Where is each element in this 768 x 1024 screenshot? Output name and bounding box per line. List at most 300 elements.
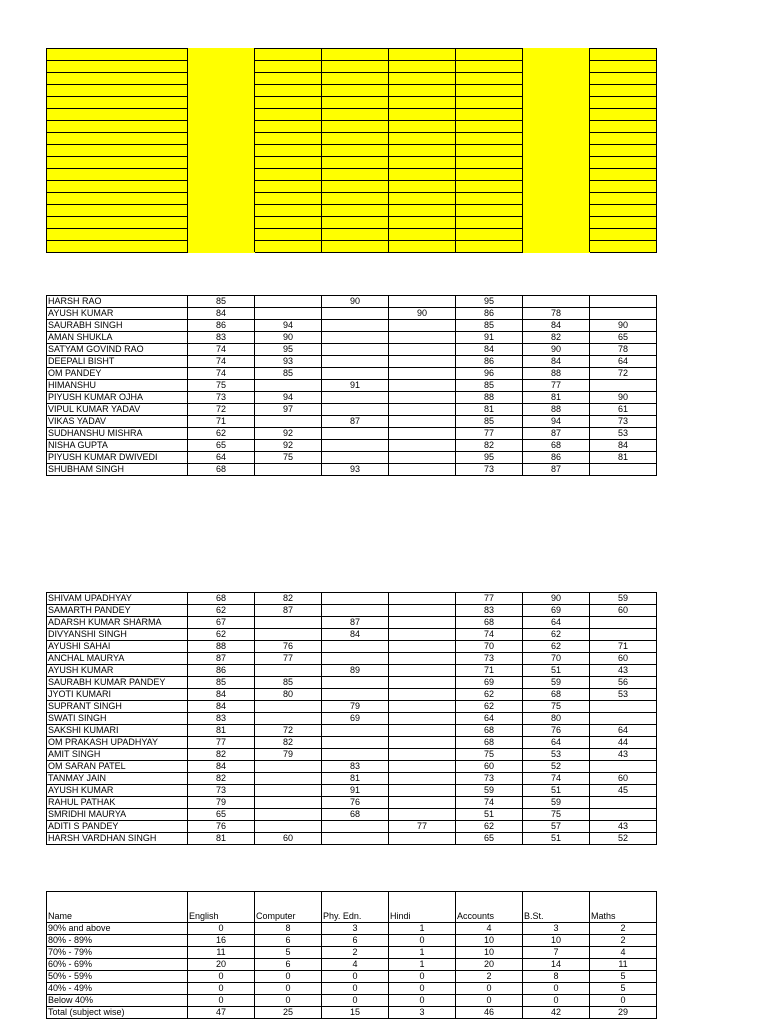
marks-cell xyxy=(590,296,657,308)
marks-cell xyxy=(322,641,389,653)
table-row xyxy=(47,797,657,809)
yellow-cell xyxy=(456,145,523,157)
marks-cell xyxy=(389,380,456,392)
marks-cell xyxy=(322,725,389,737)
yellow-cell xyxy=(590,73,657,85)
marks-cell: 89 xyxy=(322,665,389,677)
marks-cell: 76 xyxy=(188,821,255,833)
marks-cell: 60 xyxy=(590,605,657,617)
yellow-row xyxy=(47,97,657,109)
table-row xyxy=(47,713,657,725)
summary-row xyxy=(47,1007,657,1019)
yellow-cell xyxy=(590,85,657,97)
yellow-cell xyxy=(389,73,456,85)
table-row xyxy=(47,833,657,845)
marks-cell xyxy=(389,452,456,464)
marks-cell: 84 xyxy=(188,761,255,773)
yellow-cell xyxy=(590,241,657,253)
student-name-cell: SAURABH KUMAR PANDEY xyxy=(47,677,188,689)
yellow-cell xyxy=(590,169,657,181)
count-cell: 16 xyxy=(188,935,255,947)
yellow-cell xyxy=(389,145,456,157)
marks-cell: 44 xyxy=(590,737,657,749)
marks-cell: 91 xyxy=(322,380,389,392)
yellow-cell xyxy=(389,133,456,145)
marks-cell xyxy=(255,416,322,428)
student-name-cell: AMIT SINGH xyxy=(47,749,188,761)
marks-cell xyxy=(590,701,657,713)
count-cell: 0 xyxy=(322,983,389,995)
marks-cell: 73 xyxy=(456,773,523,785)
yellow-cell xyxy=(456,205,523,217)
yellow-cell xyxy=(389,205,456,217)
marks-cell: 84 xyxy=(523,320,590,332)
table-row xyxy=(47,701,657,713)
marks-cell: 86 xyxy=(456,356,523,368)
count-cell: 0 xyxy=(322,995,389,1007)
yellow-cell xyxy=(456,97,523,109)
marks-cell: 76 xyxy=(255,641,322,653)
yellow-cell xyxy=(389,169,456,181)
marks-cell xyxy=(389,785,456,797)
count-cell: 2 xyxy=(590,935,657,947)
yellow-cell xyxy=(188,169,255,181)
student-name-cell: JYOTI KUMARI xyxy=(47,689,188,701)
marks-cell xyxy=(255,464,322,476)
yellow-cell xyxy=(188,193,255,205)
marks-cell: 56 xyxy=(590,677,657,689)
yellow-cell xyxy=(255,61,322,73)
marks-cell: 84 xyxy=(188,701,255,713)
yellow-cell xyxy=(322,73,389,85)
marks-cell: 64 xyxy=(590,725,657,737)
marks-cell: 85 xyxy=(255,368,322,380)
marks-cell: 94 xyxy=(523,416,590,428)
marks-cell xyxy=(389,737,456,749)
marks-cell: 74 xyxy=(456,797,523,809)
count-cell: 0 xyxy=(456,983,523,995)
count-cell: 10 xyxy=(523,935,590,947)
marks-cell: 70 xyxy=(456,641,523,653)
student-name-cell: DIVYANSHI SINGH xyxy=(47,629,188,641)
count-cell: 1 xyxy=(389,959,456,971)
yellow-cell xyxy=(255,133,322,145)
yellow-cell xyxy=(389,121,456,133)
marks-cell: 60 xyxy=(456,761,523,773)
marks-cell: 81 xyxy=(590,452,657,464)
summary-header-cell: Accounts xyxy=(456,892,523,923)
yellow-cell xyxy=(523,97,590,109)
yellow-cell xyxy=(389,181,456,193)
count-cell: 0 xyxy=(590,995,657,1007)
yellow-cell xyxy=(590,97,657,109)
yellow-row xyxy=(47,157,657,169)
marks-cell xyxy=(389,320,456,332)
marks-cell: 70 xyxy=(523,653,590,665)
table-row xyxy=(47,593,657,605)
marks-cell: 78 xyxy=(590,344,657,356)
student-name-cell: HARSH RAO xyxy=(47,296,188,308)
marks-cell: 79 xyxy=(255,749,322,761)
summary-header-cell: English xyxy=(188,892,255,923)
yellow-cell xyxy=(456,109,523,121)
count-cell: 5 xyxy=(590,983,657,995)
marks-cell: 74 xyxy=(456,629,523,641)
yellow-cell xyxy=(523,169,590,181)
yellow-cell xyxy=(322,241,389,253)
count-cell: 3 xyxy=(523,923,590,935)
student-name-cell: AYUSH KUMAR xyxy=(47,785,188,797)
yellow-cell xyxy=(590,109,657,121)
student-name-cell: ADITI S PANDEY xyxy=(47,821,188,833)
student-name-cell: SAKSHI KUMARI xyxy=(47,725,188,737)
yellow-cell xyxy=(188,181,255,193)
marks-cell: 68 xyxy=(523,440,590,452)
marks-cell: 59 xyxy=(456,785,523,797)
marks-cell xyxy=(389,773,456,785)
table-row xyxy=(47,809,657,821)
yellow-row xyxy=(47,169,657,181)
marks-cell xyxy=(389,665,456,677)
student-name-cell: NISHA GUPTA xyxy=(47,440,188,452)
marks-cell xyxy=(389,332,456,344)
marks-cell: 43 xyxy=(590,665,657,677)
summary-header-cell: Name xyxy=(47,892,188,923)
marks-cell xyxy=(255,761,322,773)
count-cell: 6 xyxy=(255,959,322,971)
yellow-cell xyxy=(523,133,590,145)
marks-cell: 87 xyxy=(188,653,255,665)
summary-row xyxy=(47,983,657,995)
count-cell: 5 xyxy=(590,971,657,983)
range-label-cell: Below 40% xyxy=(47,995,188,1007)
student-name-cell: AMAN SHUKLA xyxy=(47,332,188,344)
yellow-cell xyxy=(456,85,523,97)
yellow-row xyxy=(47,193,657,205)
yellow-cell xyxy=(322,169,389,181)
table-row xyxy=(47,785,657,797)
yellow-cell xyxy=(255,145,322,157)
marks-cell: 53 xyxy=(523,749,590,761)
marks-cell: 90 xyxy=(255,332,322,344)
marks-cell: 84 xyxy=(188,308,255,320)
yellow-row xyxy=(47,121,657,133)
yellow-cell xyxy=(322,109,389,121)
student-name-cell: VIPUL KUMAR YADAV xyxy=(47,404,188,416)
summary-header-row xyxy=(47,892,657,923)
summary-row xyxy=(47,935,657,947)
marks-cell xyxy=(389,356,456,368)
marks-cell xyxy=(255,785,322,797)
marks-cell xyxy=(389,464,456,476)
yellow-row xyxy=(47,241,657,253)
marks-cell: 90 xyxy=(389,308,456,320)
yellow-cell xyxy=(188,97,255,109)
marks-cell xyxy=(255,617,322,629)
marks-cell xyxy=(389,404,456,416)
marks-table-1 xyxy=(46,295,657,476)
marks-cell: 81 xyxy=(322,773,389,785)
marks-cell: 74 xyxy=(188,368,255,380)
marks-cell: 72 xyxy=(188,404,255,416)
summary-header-cell: Computer xyxy=(255,892,322,923)
yellow-cell xyxy=(456,193,523,205)
marks-cell xyxy=(590,809,657,821)
marks-cell: 84 xyxy=(322,629,389,641)
marks-cell: 60 xyxy=(255,833,322,845)
marks-cell xyxy=(590,629,657,641)
marks-cell: 77 xyxy=(188,737,255,749)
yellow-cell xyxy=(188,157,255,169)
marks-cell: 65 xyxy=(188,440,255,452)
student-name-cell: OM PANDEY xyxy=(47,368,188,380)
yellow-cell xyxy=(255,49,322,61)
yellow-row xyxy=(47,181,657,193)
marks-cell: 59 xyxy=(523,797,590,809)
marks-cell: 82 xyxy=(255,593,322,605)
marks-cell: 86 xyxy=(523,452,590,464)
marks-cell: 77 xyxy=(456,428,523,440)
marks-cell: 85 xyxy=(456,416,523,428)
yellow-cell xyxy=(523,61,590,73)
marks-cell: 60 xyxy=(590,653,657,665)
count-cell: 4 xyxy=(590,947,657,959)
marks-cell: 64 xyxy=(523,737,590,749)
marks-cell: 64 xyxy=(523,617,590,629)
table-row xyxy=(47,641,657,653)
count-cell: 25 xyxy=(255,1007,322,1019)
marks-cell: 59 xyxy=(523,677,590,689)
range-label-cell: 40% - 49% xyxy=(47,983,188,995)
count-cell: 0 xyxy=(389,995,456,1007)
marks-cell xyxy=(322,320,389,332)
marks-cell xyxy=(590,308,657,320)
marks-table-2 xyxy=(46,592,657,845)
marks-cell: 88 xyxy=(456,392,523,404)
yellow-cell xyxy=(389,49,456,61)
count-cell: 42 xyxy=(523,1007,590,1019)
table-row xyxy=(47,761,657,773)
count-cell: 47 xyxy=(188,1007,255,1019)
marks-cell xyxy=(322,452,389,464)
yellow-cell xyxy=(188,121,255,133)
yellow-cell xyxy=(322,157,389,169)
marks-cell: 77 xyxy=(456,593,523,605)
marks-cell: 91 xyxy=(456,332,523,344)
marks-cell: 82 xyxy=(188,773,255,785)
count-cell: 2 xyxy=(322,947,389,959)
table-row xyxy=(47,320,657,332)
student-name-cell: SAMARTH PANDEY xyxy=(47,605,188,617)
marks-cell xyxy=(389,641,456,653)
table-row xyxy=(47,428,657,440)
marks-cell: 88 xyxy=(188,641,255,653)
yellow-cell xyxy=(188,217,255,229)
count-cell: 1 xyxy=(389,947,456,959)
table-row xyxy=(47,665,657,677)
marks-cell: 80 xyxy=(523,713,590,725)
yellow-cell xyxy=(255,169,322,181)
range-label-cell: 90% and above xyxy=(47,923,188,935)
yellow-cell xyxy=(456,229,523,241)
yellow-cell xyxy=(47,241,188,253)
student-name-cell: AYUSH KUMAR xyxy=(47,308,188,320)
yellow-cell xyxy=(590,193,657,205)
marks-cell: 43 xyxy=(590,821,657,833)
yellow-cell xyxy=(47,109,188,121)
marks-cell: 68 xyxy=(188,464,255,476)
yellow-cell xyxy=(456,157,523,169)
marks-cell xyxy=(389,296,456,308)
yellow-cell xyxy=(523,145,590,157)
marks-cell xyxy=(322,653,389,665)
student-name-cell: SUPRANT SINGH xyxy=(47,701,188,713)
marks-cell: 73 xyxy=(456,464,523,476)
table-row xyxy=(47,332,657,344)
marks-cell: 79 xyxy=(322,701,389,713)
count-cell: 0 xyxy=(255,995,322,1007)
marks-cell: 62 xyxy=(188,428,255,440)
count-cell: 10 xyxy=(456,935,523,947)
yellow-cell xyxy=(456,73,523,85)
marks-cell: 62 xyxy=(456,689,523,701)
marks-cell: 91 xyxy=(322,785,389,797)
marks-cell: 73 xyxy=(456,653,523,665)
count-cell: 0 xyxy=(523,995,590,1007)
yellow-cell xyxy=(188,85,255,97)
count-cell: 6 xyxy=(255,935,322,947)
marks-cell: 65 xyxy=(188,809,255,821)
marks-cell xyxy=(389,593,456,605)
yellow-cell xyxy=(389,157,456,169)
marks-cell xyxy=(389,344,456,356)
marks-cell xyxy=(255,809,322,821)
table-row xyxy=(47,308,657,320)
yellow-cell xyxy=(456,61,523,73)
marks-cell: 77 xyxy=(389,821,456,833)
marks-cell: 95 xyxy=(255,344,322,356)
yellow-cell xyxy=(389,109,456,121)
yellow-row xyxy=(47,61,657,73)
yellow-cell xyxy=(47,217,188,229)
count-cell: 0 xyxy=(255,971,322,983)
marks-cell: 53 xyxy=(590,428,657,440)
marks-cell: 87 xyxy=(322,416,389,428)
range-label-cell: 70% - 79% xyxy=(47,947,188,959)
marks-cell: 53 xyxy=(590,689,657,701)
yellow-cell xyxy=(389,193,456,205)
table-row xyxy=(47,380,657,392)
marks-cell xyxy=(389,689,456,701)
marks-cell: 60 xyxy=(590,773,657,785)
count-cell: 3 xyxy=(389,1007,456,1019)
marks-cell: 72 xyxy=(255,725,322,737)
marks-cell: 85 xyxy=(188,296,255,308)
marks-cell: 72 xyxy=(590,368,657,380)
marks-cell: 84 xyxy=(523,356,590,368)
count-cell: 0 xyxy=(389,983,456,995)
table-row xyxy=(47,629,657,641)
marks-cell: 76 xyxy=(322,797,389,809)
table-row xyxy=(47,737,657,749)
yellow-cell xyxy=(255,229,322,241)
count-cell: 0 xyxy=(188,995,255,1007)
marks-cell: 84 xyxy=(590,440,657,452)
table-row xyxy=(47,653,657,665)
yellow-cell xyxy=(590,229,657,241)
marks-cell: 92 xyxy=(255,440,322,452)
student-name-cell: SATYAM GOVIND RAO xyxy=(47,344,188,356)
summary-header-cell: Maths xyxy=(590,892,657,923)
marks-cell: 87 xyxy=(255,605,322,617)
marks-cell: 83 xyxy=(188,332,255,344)
student-name-cell: AYUSHI SAHAI xyxy=(47,641,188,653)
marks-cell: 87 xyxy=(322,617,389,629)
yellow-cell xyxy=(188,61,255,73)
grade-summary-table xyxy=(46,891,657,1019)
yellow-cell xyxy=(47,121,188,133)
count-cell: 20 xyxy=(456,959,523,971)
count-cell: 20 xyxy=(188,959,255,971)
yellow-cell xyxy=(322,145,389,157)
marks-cell: 75 xyxy=(255,452,322,464)
yellow-cell xyxy=(322,229,389,241)
count-cell: 0 xyxy=(188,923,255,935)
marks-cell: 51 xyxy=(523,665,590,677)
marks-cell: 85 xyxy=(456,320,523,332)
yellow-cell xyxy=(389,97,456,109)
marks-cell: 92 xyxy=(255,428,322,440)
marks-cell: 45 xyxy=(590,785,657,797)
student-name-cell: VIKAS YADAV xyxy=(47,416,188,428)
yellow-cell xyxy=(47,157,188,169)
table-row xyxy=(47,416,657,428)
marks-cell xyxy=(255,773,322,785)
yellow-row xyxy=(47,85,657,97)
yellow-cell xyxy=(523,205,590,217)
yellow-cell xyxy=(322,97,389,109)
marks-cell xyxy=(590,380,657,392)
marks-cell xyxy=(389,833,456,845)
yellow-cell xyxy=(188,109,255,121)
yellow-cell xyxy=(255,193,322,205)
yellow-cell xyxy=(456,121,523,133)
marks-cell: 64 xyxy=(456,713,523,725)
yellow-cell xyxy=(523,157,590,169)
table-row xyxy=(47,368,657,380)
yellow-cell xyxy=(188,229,255,241)
marks-cell: 82 xyxy=(523,332,590,344)
marks-cell: 65 xyxy=(590,332,657,344)
marks-cell: 61 xyxy=(590,404,657,416)
marks-cell xyxy=(322,677,389,689)
summary-row xyxy=(47,947,657,959)
marks-cell: 71 xyxy=(188,416,255,428)
student-name-cell: HARSH VARDHAN SINGH xyxy=(47,833,188,845)
count-cell: 4 xyxy=(456,923,523,935)
marks-cell xyxy=(389,440,456,452)
count-cell: 4 xyxy=(322,959,389,971)
marks-cell: 86 xyxy=(456,308,523,320)
count-cell: 2 xyxy=(456,971,523,983)
marks-cell xyxy=(590,617,657,629)
yellow-cell xyxy=(523,73,590,85)
count-cell: 15 xyxy=(322,1007,389,1019)
student-name-cell: RAHUL PATHAK xyxy=(47,797,188,809)
student-name-cell: ANCHAL MAURYA xyxy=(47,653,188,665)
count-cell: 11 xyxy=(590,959,657,971)
marks-cell: 83 xyxy=(322,761,389,773)
